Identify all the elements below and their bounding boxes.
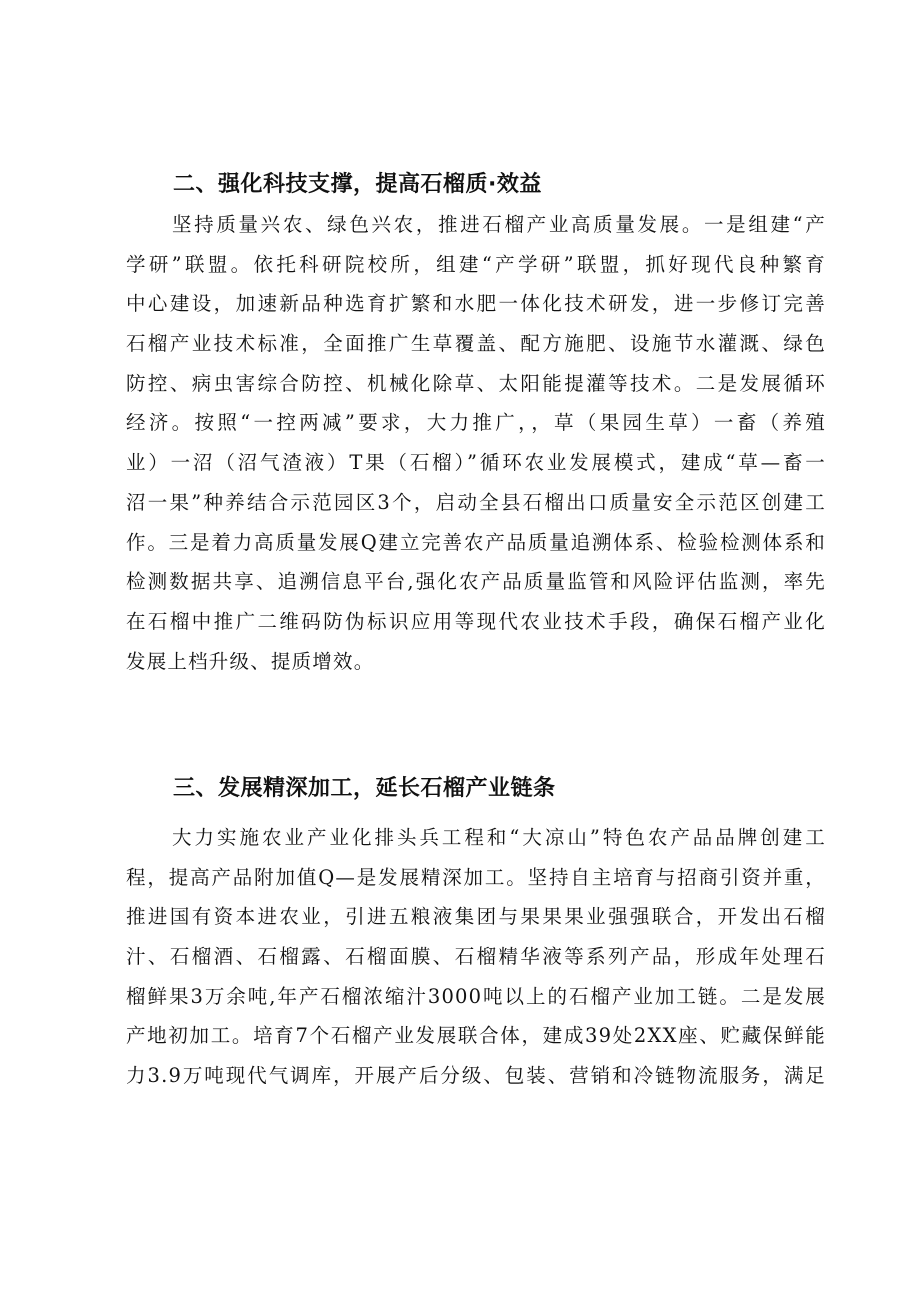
paragraph-line: 推进国有资本进农业，引进五粮液集团与果果果业强强联合，开发出石榴: [126, 905, 826, 929]
paragraph-line: 作。三是着力高质量发展Q建立完善农产品质量追溯体系、检验检测体系和: [126, 530, 826, 554]
paragraph-line: 业）一沼（沼气渣液）T果（石榴）”循环农业发展模式，建成“草—畜一: [126, 451, 826, 475]
paragraph-line: 石榴产业技术标准，全面推广生草覆盖、配方施肥、设施节水灌溉、绿色: [126, 332, 826, 356]
paragraph-line: 沼一果”种养结合示范园区3个，启动全县石榴出口质量安全示范区创建工: [126, 490, 826, 514]
paragraph-line: 汁、石榴酒、石榴露、石榴面膜、石榴精华液等系列产品，形成年处理石: [126, 945, 826, 969]
section-3-paragraph: [126, 818, 826, 1096]
paragraph-line: 学研”联盟。依托科研院校所，组建“产学研”联盟，抓好现代良种繁育: [126, 252, 826, 276]
paragraph-line: 坚持质量兴农、绿色兴农，推进石榴产业高质量发展。一是组建“产: [172, 213, 826, 236]
paragraph-line: 在石榴中推广二维码防伪标识应用等现代农业技术手段，确保石榴产业化: [126, 609, 826, 633]
paragraph-line: 检测数据共享、追溯信息平台,强化农产品质量监管和风险评估监测，率先: [126, 570, 826, 594]
paragraph-line: 大力实施农业产业化排头兵工程和“大凉山”特色农产品品牌创建工: [172, 826, 826, 849]
paragraph-line: 程，提高产品附加值Q—是发展精深加工。坚持自主培育与招商引资并重，: [126, 865, 826, 889]
paragraph-line: 产地初加工。培育7个石榴产业发展联合体，建成39处2XX座、贮藏保鲜能: [126, 1024, 826, 1048]
paragraph-line: 防控、病虫害综合防控、机械化除草、太阳能提灌等技术。二是发展循环: [126, 371, 826, 395]
section-2-heading: 二、强化科技支撑，提高石榴质·效益: [173, 172, 542, 197]
paragraph-line: 经济。按照“一控两减”要求，大力推广，，草（果园生草）一畜（养殖: [126, 411, 826, 435]
paragraph-line: 榴鲜果3万余吨,年产石榴浓缩汁3000吨以上的石榴产业加工链。二是发展: [126, 984, 826, 1008]
paragraph-line: 中心建设，加速新品种选育扩繁和水肥一体化技术研发，进一步修订完善: [126, 292, 826, 316]
paragraph-line: 发展上档升级、提质增效。: [126, 649, 375, 673]
section-2-paragraph: [126, 205, 826, 681]
paragraph-line: 力3.9万吨现代气调库，开展产后分级、包装、营销和冷链物流服务，满足: [126, 1064, 826, 1088]
section-3-heading: 三、发展精深加工，延长石榴产业链条: [173, 776, 556, 801]
